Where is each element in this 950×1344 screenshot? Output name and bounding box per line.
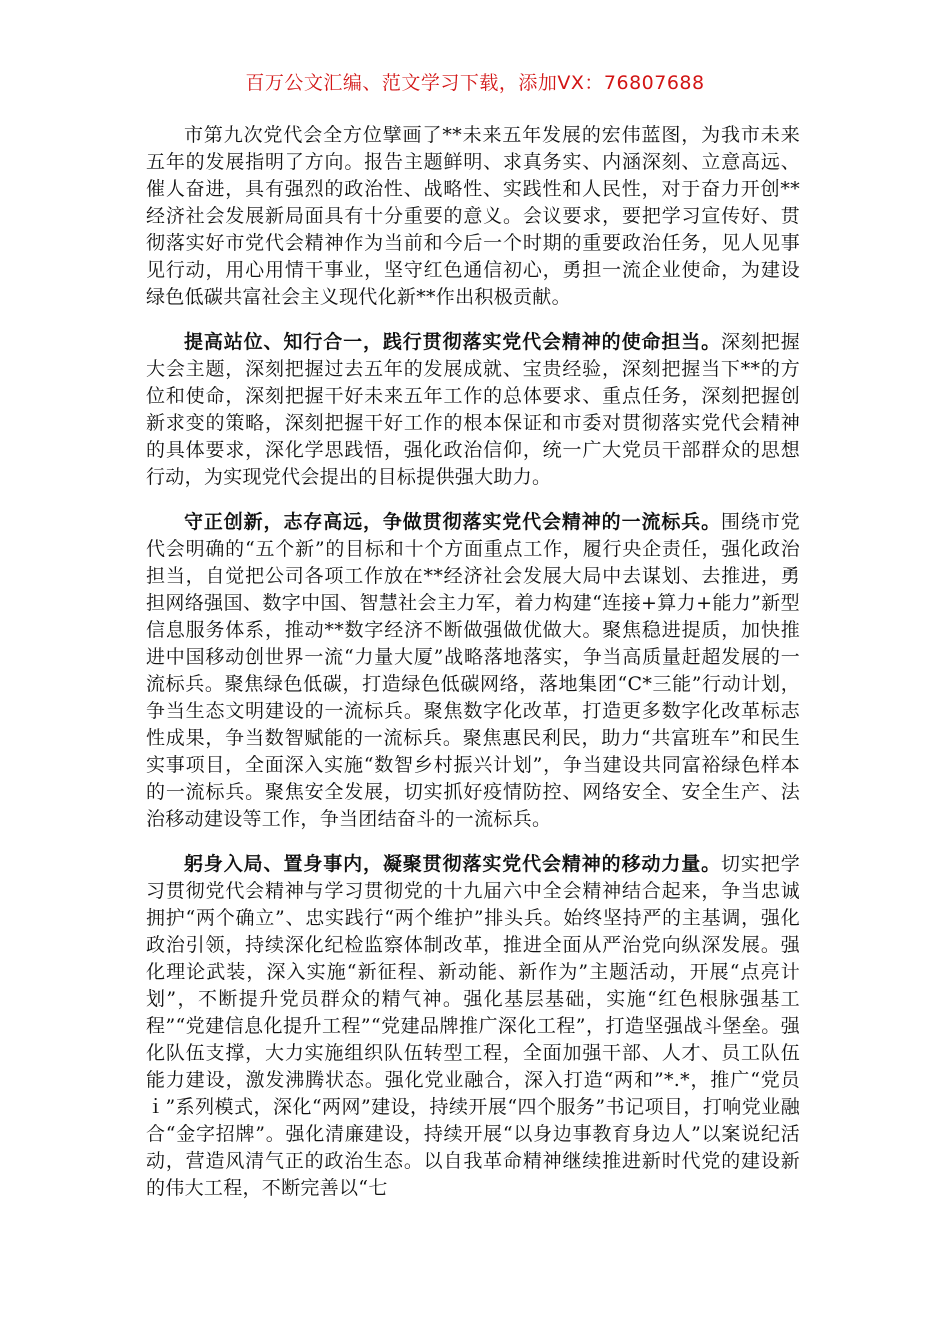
paragraph-text: 围绕市党代会明确的“五个新”的目标和十个方面重点工作，履行央企责任，强化政治担当，自觉把公司各项工作放在**经济社会发展大局中去谋划、去推进，勇担网络强国、数字中国、智慧社会主力军，着力构建“连接+算力+能力”新型信息服务体系，推动**数字经济不断做强做优做大。聚焦稳进提质，加快推进中国移动创世界一流“力量大厦”战略落地落实，争当高质量赶超发展的一流标兵。聚焦绿色低碳，打造绿色低碳网络，落地集团“C*三能”行动计划，争当生态文明建设的一流标兵。聚焦数字化改革，打造更多数字化改革标志性成果，争当数智赋能的一流标兵。聚焦惠民利民，助力“共富班车”和民生实事项目，全面深入实施“数智乡村振兴计划”，争当建设共同富裕绿色样本的一流标兵。聚焦安全发展，切实抓好疫情防控、网络安全、安全生产、法治移动建设等工作，争当团结奋斗的一流标兵。 (146, 511, 801, 830)
paragraph-text: 切实把学习贯彻党代会精神与学习贯彻党的十九届六中全会精神结合起来，争当忠诚拥护“两个确立”、忠实践行“两个维护”排头兵。始终坚持严的主基调，强化政治引领，持续深化纪检监察体制改革，推进全面从严治党向纵深发展。强化理论武装，深入实施“新征程、新动能、新作为”主题活动，开展“点亮计划”，不断提升党员群众的精气神。强化基层基础，实施“红色根脉强基工程”“党建信息化提升工程”“党建品牌推广深化工程”，打造坚强战斗堡垒。强化队伍支撑，大力实施组织队伍转型工程，全面加强干部、人才、员工队伍能力建设，激发沸腾状态。强化党业融合，深入打造“两和”*.*，推广“党员ｉ”系列模式，深化“两网”建设，持续开展“四个服务”书记项目，打响党业融合“金字招牌”。强化清廉建设，持续开展“以身边事教育身边人”以案说纪活动，营造风清气正的政治生态。以自我革命精神继续推进新时代党的建设新的伟大工程，不断完善以“七 (146, 853, 801, 1199)
paragraph-lead: 守正创新，志存高远，争做贯彻落实党代会精神的一流标兵。 (184, 511, 722, 533)
paragraph-lead: 躬身入局、置身事内，凝聚贯彻落实党代会精神的移动力量。 (184, 853, 722, 875)
paragraph-strength (146, 851, 800, 1202)
paragraph-lead: 提高站位、知行合一，践行贯彻落实党代会精神的使命担当。 (184, 331, 722, 353)
document-body (146, 122, 800, 1220)
paragraph-text: 市第九次党代会全方位擘画了**未来五年发展的宏伟蓝图，为我市未来五年的发展指明了方向。报告主题鲜明、求真务实、内涵深刻、立意高远、催人奋进，具有强烈的政治性、战略性、实践性和人民性，对于奋力开创**经济社会发展新局面具有十分重要的意义。会议要求，要把学习宣传好、贯彻落实好市党代会精神作为当前和今后一个时期的重要政治任务，见人见事见行动，用心用情干事业，坚守红色通信初心，勇担一流企业使命，为建设绿色低碳共富社会主义现代化新**作出积极贡献。 (146, 124, 800, 308)
paragraph-text: 深刻把握大会主题，深刻把握过去五年的发展成就、宝贵经验，深刻把握当下**的方位和使命，深刻把握干好未来五年工作的总体要求、重点任务，深刻把握创新求变的策略，深刻把握干好工作的根本保证和市委对贯彻落实党代会精神的具体要求，深化学思践悟，强化政治信仰，统一广大党员干部群众的思想行动，为实现党代会提出的目标提供强大助力。 (146, 331, 801, 488)
paragraph-benchmark (146, 509, 800, 833)
watermark-header: 百万公文汇编、范文学习下载，添加VX：76807688 (245, 72, 705, 94)
paragraph-mission (146, 329, 800, 491)
paragraph-intro (146, 122, 800, 311)
